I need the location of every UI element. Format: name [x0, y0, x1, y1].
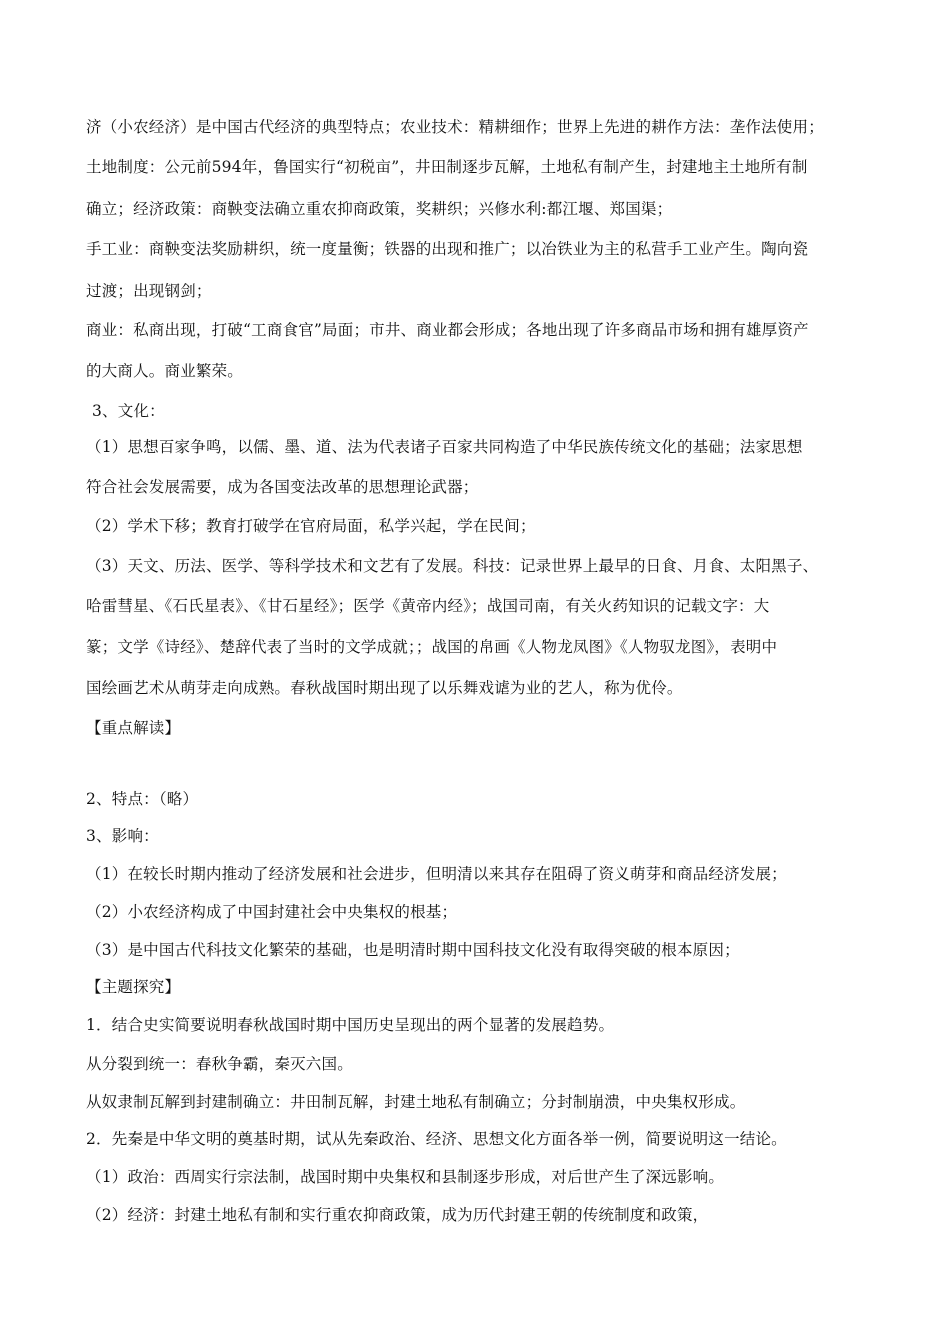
- text-line: 2、特点：（略）: [86, 790, 199, 808]
- text-line: （1）政治：西周实行宗法制，战国时期中央集权和县制逐步形成，对后世产生了深远影响。: [86, 1168, 725, 1186]
- text-line: 3、影响：: [86, 827, 159, 845]
- section-heading: 【主题探究】: [86, 978, 181, 996]
- text-line: 国绘画艺术从萌芽走向成熟。春秋战国时期出现了以乐舞戏谑为业的艺人，称为优伶。: [86, 679, 683, 697]
- text-line: 从分裂到统一：春秋争霸，秦灭六国。: [86, 1055, 353, 1073]
- text-line: （2）小农经济构成了中国封建社会中央集权的根基；: [86, 903, 458, 921]
- text-line: 篆；文学《诗经》、楚辞代表了当时的文学成就；；战国的帛画《人物龙凤图》《人物驭龙图》，表明中: [86, 638, 778, 656]
- text-line: （1）思想百家争鸣，以儒、墨、道、法为代表诸子百家共同构造了中华民族传统文化的基础；法家思想: [86, 438, 803, 456]
- text-line: 过渡；出现钢剑；: [86, 282, 212, 300]
- text-line: （3）天文、历法、医学、等科学技术和文艺有了发展。科技：记录世界上最早的日食、月食、太阳黑子、: [86, 557, 819, 575]
- text-line: （2）经济：封建土地私有制和实行重农抑商政策，成为历代封建王朝的传统制度和政策，: [86, 1206, 709, 1224]
- text-line: （3）是中国古代科技文化繁荣的基础，也是明清时期中国科技文化没有取得突破的根本原因；: [86, 941, 740, 959]
- text-line: 济（小农经济）是中国古代经济的典型特点；农业技术：精耕细作；世界上先进的耕作方法：垄作法使用；: [86, 118, 824, 136]
- text-line: （1）在较长时期内推动了经济发展和社会进步，但明清以来其存在阻碍了资义萌芽和商品经济发展；: [86, 865, 787, 883]
- text-line: 的大商人。商业繁荣。: [86, 362, 244, 380]
- section-heading: 3、文化：: [92, 402, 165, 420]
- text-line: 2．先秦是中华文明的奠基时期，试从先秦政治、经济、思想文化方面各举一例，简要说明这一结论。: [86, 1130, 787, 1148]
- text-line: 土地制度：公元前594年，鲁国实行“初税亩”，井田制逐步瓦解，土地私有制产生，封建地主土地所有制: [86, 158, 808, 176]
- text-line: 哈雷彗星、《石氏星表》、《甘石星经》；医学《黄帝内经》；战国司南，有关火药知识的记载文字：大: [86, 597, 770, 615]
- text-line: 1．结合史实简要说明春秋战国时期中国历史呈现出的两个显著的发展趋势。: [86, 1016, 615, 1034]
- text-line: 符合社会发展需要，成为各国变法改革的思想理论武器；: [86, 478, 479, 496]
- section-heading: 【重点解读】: [86, 719, 181, 737]
- text-line: 确立；经济政策：商鞅变法确立重农抑商政策，奖耕织；兴修水利:都江堰、郑国渠；: [86, 200, 673, 218]
- text-line: 商业：私商出现，打破“工商食官”局面；市井、商业都会形成；各地出现了许多商品市场和拥有雄厚资产: [86, 321, 809, 339]
- text-line: 从奴隶制瓦解到封建制确立：井田制瓦解，封建土地私有制确立；分封制崩溃，中央集权形成。: [86, 1093, 746, 1111]
- text-line: 手工业：商鞅变法奖励耕织，统一度量衡；铁器的出现和推广；以冶铁业为主的私营手工业产生。陶向瓷: [86, 240, 809, 258]
- text-line: （2）学术下移；教育打破学在官府局面，私学兴起，学在民间；: [86, 517, 536, 535]
